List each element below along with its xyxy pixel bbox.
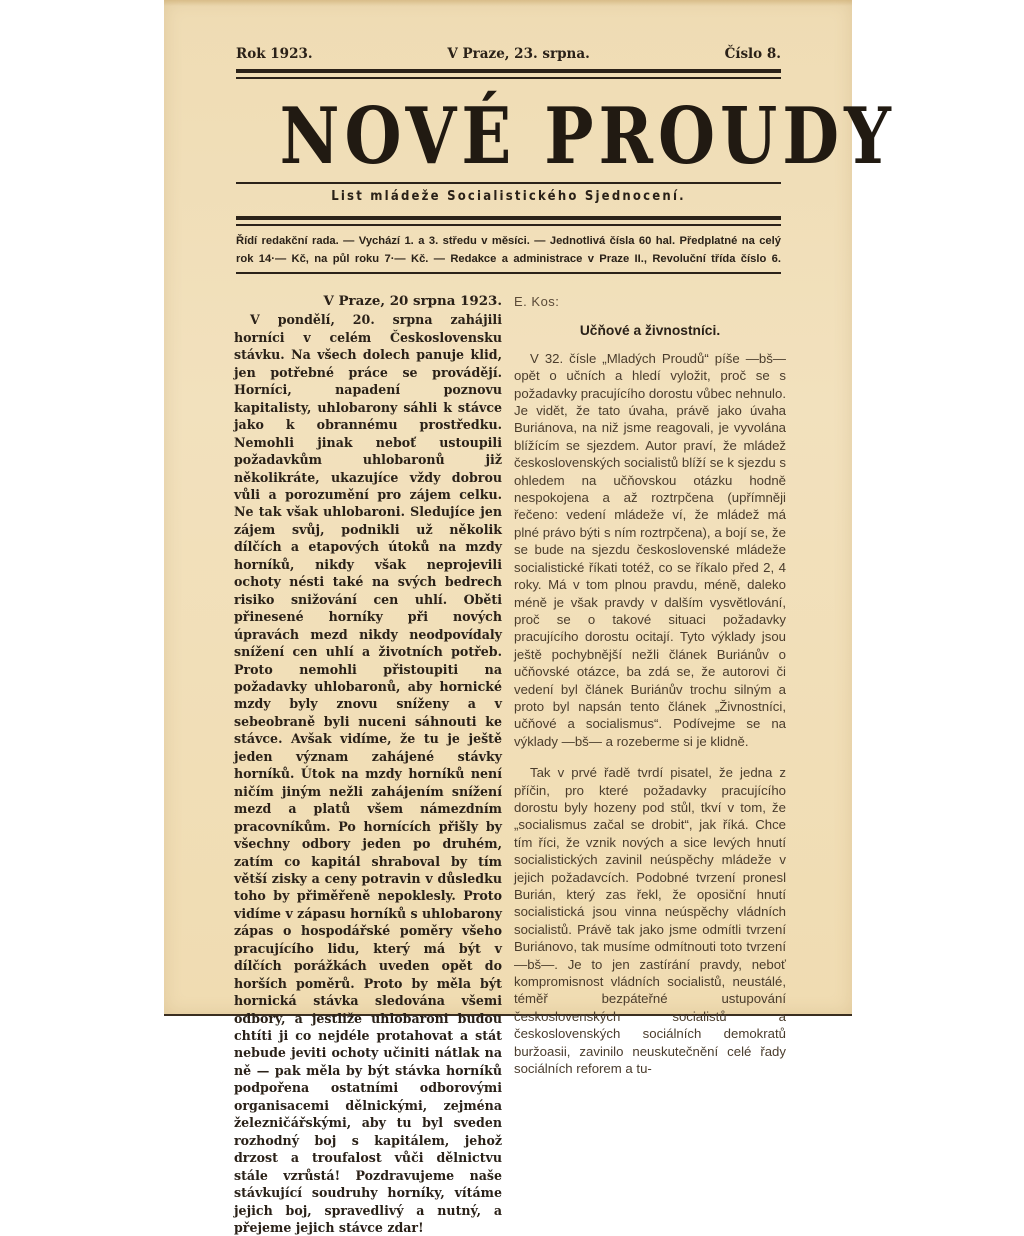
rule-divider — [236, 272, 781, 274]
masthead-subtitle: List mládeže Socialistického Sjednocení. — [331, 189, 686, 204]
imprint-line: rok 14·— Kč, na půl roku 7·— Kč. — Redakce a administrace v Praze II., Revoluční třída číslo 6. — [236, 253, 781, 265]
left-article — [234, 293, 502, 1236]
rule-divider — [236, 182, 781, 184]
issue-year: Rok 1923. — [236, 46, 313, 62]
article-paragraph: V 32. čísle „Mladých Proudů“ píše —bš— opět o učních a hledí vyložit, proč se s požadavky pracujícího dorostu vůbec nehnulo. Je vidět, že tato úvaha, právě jako úvaha Buriánova, na niž jsme reagovali, je vyvolána blížícím se sjezdem. Autor praví, že mládež československých socialistů blíží se k sjezdu s ohledem na učňovskou otázku hodně nespokojena a až roztrpčena (upřímněji řečeno: vedení mládeže ví, že mládež má plné právo býti s ním roztrpčena), a bojí se, že se bude na sjezdu československé mládeže socialistické říkati totéž, co se říkalo před 2, 4 roky. Má v tom plnou pravdu, méně, daleko méně je však pravdy v dalším vysvětlování, proč se o takové situaci požadavky pracujícího dorostu ocitají. Tyto výklady jsou ještě pochybnější nežli článek Buriánův o učňovské otázce, ba zdá se, že autorovi či vedení byl článek Buriánův trochu silným a proto byl napsán tento článek „Živnostníci, učňové a socialismus“. Podívejme se na výklady —bš— a rozeberme si je klidně. — [514, 350, 786, 749]
rule-divider — [236, 69, 781, 73]
right-article — [514, 293, 786, 1077]
rule-divider — [236, 77, 781, 79]
masthead-title: NOVÉ PROUDY — [279, 91, 896, 182]
issue-number: Číslo 8. — [724, 46, 781, 62]
article-author: E. Kos: — [514, 294, 560, 309]
rule-divider — [236, 224, 781, 226]
imprint-block — [236, 232, 781, 268]
article-paragraph: Tak v prvé řadě tvrdí pisatel, že jedna z příčin, pro které požadavky pracujícího dorostu byly hozeny pod stůl, tkví v tom, že „socialismus začal se drobit“, jak říká. Chce tím říci, že vznik nových a sice levých hnutí socialistických zavinil neúspěchy mládeže v jejich požadavcích. Podobné tvrzení pronesl Burián, který zas řekl, že oposiční hnutí socialistická jsou vinna neúspěchy vládních socialistů. Právě tak jako jsme odmítli tvrzení Buriánovo, tak musíme odmítnouti toto tvrzení —bš—. Je to jen zastírání pravdy, neboť kompromisnost vládních socialistů, neustálé, téměř bezpáteřné ustupování československých socialistů a československých sociálních demokratů buržoasii, zavinilo neuskutečnění celé řady sociálních reforem a tu- — [514, 765, 786, 1077]
article-dateline: V Praze, 20 srpna 1923. — [323, 293, 502, 309]
issue-info-line — [236, 46, 781, 62]
issue-place-date: V Praze, 23. srpna. — [447, 46, 590, 62]
article-body: V pondělí, 20. srpna zahájili horníci v celém Československu stávku. Na všech dolech panuje klid, jen potřebné práce se provádějí. Horníci, napadení poznovu kapitalisty, uhlobarony sáhli k stávce jako k obrannému prostředku. Nemohli jinak neboť ustoupili požadavkům uhlobaronů již několikráte, ukazujíce vždy dobrou vůli a porozumění pro zájem celku. Ne tak však uhlobaroni. Sledujíce jen zájem svůj, podnikli už několik dílčích a etapových útoků na mzdy horníků, nikdy však neprojevili ochoty nésti také na svých bedrech risiko snižování cen uhlí. Oběti přinesené horníky při nových úpravách mezd nikdy neodpovídaly snížení cen uhlí a životních potřeb. Proto nemohli přistoupiti na požadavky uhlobaronů, aby hornické mzdy byly znovu sníženy a v sebeobraně byli nuceni sáhnouti ke stávce. Avšak vidíme, že tu je ještě jeden význam zahájené stávky horníků. Útok na mzdy horníků není ničím jiným nežli zahájením snížení mezd a platů všem námezdním pracovníkům. Po hornících přišly by všechny odbory jeden po druhém, zatím co kapitál shraboval by tím větší zisky a ceny potravin v důsledku toho by přiměřeně nepoklesly. Proto vidíme v zápasu horníků s uhlobarony zápas o hospodářské poměry všeho pracujícího lidu, který má být v dílčích porážkách uveden opět do horších poměrů. Proto by měla být hornická stávka sledována všemi odbory, a jestliže uhlobaroni budou chtíti ji co nejdéle protahovat a stát nebude jeviti ochoty učiniti nátlak na ně — pak měla by být stávka horníků podpořena ostatními odborovými organisacemi dělnickými, zejména železničářskými, aby tu byl sveden rozhodný boj s kapitálem, jehož drzost a troufalost vůči dělnictvu stále vzrůstá! Pozdravujeme naše stávkující soudruhy horníky, vítáme jejich boj, spravedlivý a nutný, a přejeme jejich stávce zdar! — [234, 312, 502, 1236]
article-title: Učňové a živnostníci. — [579, 323, 721, 339]
imprint-line: Řídí redakční rada. — Vychází 1. a 3. středu v měsíci. — Jednotlivá čísla 60 hal. Předplatné na celý — [236, 235, 781, 247]
newspaper-page — [164, 0, 896, 1236]
rule-divider — [236, 216, 781, 220]
